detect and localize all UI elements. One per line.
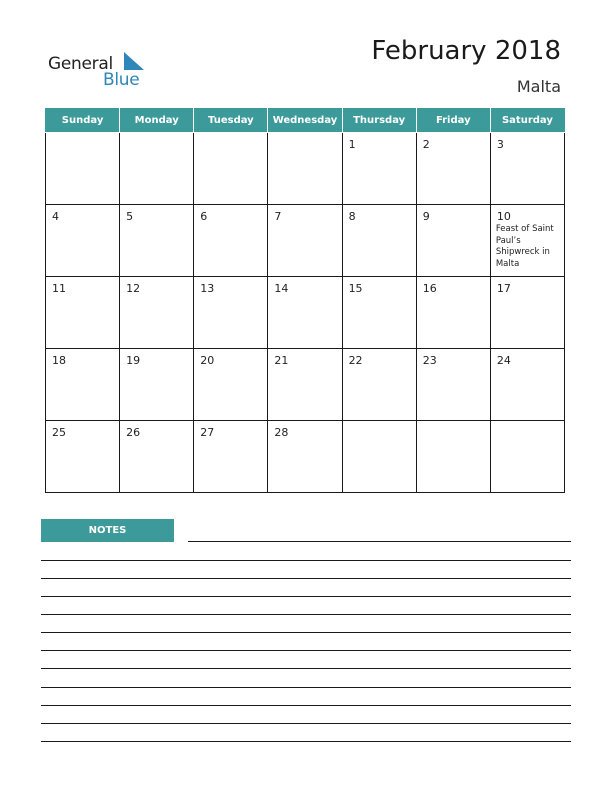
day-number: 18 bbox=[52, 354, 66, 367]
day-number: 22 bbox=[348, 354, 363, 367]
day-number: 3 bbox=[496, 138, 504, 151]
day-cell bbox=[194, 421, 268, 493]
notes-line bbox=[41, 723, 571, 724]
week-row bbox=[46, 421, 565, 493]
notes-line bbox=[41, 668, 571, 669]
day-cell bbox=[490, 277, 564, 349]
logo-general-text: General bbox=[48, 54, 113, 74]
day-number: 4 bbox=[52, 210, 59, 223]
day-cell bbox=[416, 349, 490, 421]
day-number: 20 bbox=[200, 354, 215, 367]
day-number: 12 bbox=[126, 282, 141, 295]
day-number: 11 bbox=[52, 282, 66, 295]
weekday-header: Wednesday bbox=[268, 109, 342, 133]
day-cell bbox=[46, 421, 120, 493]
day-cell bbox=[490, 205, 564, 277]
day-number: 5 bbox=[126, 210, 134, 223]
day-number: 25 bbox=[52, 426, 66, 439]
day-cell bbox=[268, 277, 342, 349]
notes-line bbox=[41, 596, 571, 597]
day-number: 23 bbox=[422, 354, 437, 367]
day-cell bbox=[416, 133, 490, 205]
day-cell bbox=[490, 421, 564, 493]
day-cell bbox=[120, 349, 194, 421]
week-row bbox=[46, 205, 565, 277]
notes-line bbox=[41, 741, 571, 742]
day-cell bbox=[268, 421, 342, 493]
day-cell bbox=[194, 205, 268, 277]
day-number: 26 bbox=[126, 426, 141, 439]
week-row bbox=[46, 133, 565, 205]
day-cell bbox=[490, 349, 564, 421]
notes-line bbox=[41, 705, 571, 706]
weekday-header: Thursday bbox=[342, 109, 416, 133]
country-subtitle: Malta bbox=[516, 77, 561, 96]
day-number: 19 bbox=[126, 354, 141, 367]
day-number: 14 bbox=[274, 282, 289, 295]
day-number: 15 bbox=[348, 282, 363, 295]
day-number: 24 bbox=[496, 354, 511, 367]
day-cell bbox=[342, 349, 416, 421]
day-cell bbox=[268, 349, 342, 421]
logo bbox=[48, 52, 158, 92]
day-cell bbox=[120, 277, 194, 349]
notes-line bbox=[41, 614, 571, 615]
day-cell bbox=[194, 133, 268, 205]
weekday-header: Sunday bbox=[46, 109, 120, 133]
calendar-grid bbox=[45, 108, 565, 493]
notes-line bbox=[41, 687, 571, 688]
notes-header: NOTES bbox=[41, 519, 174, 542]
holiday-event: Feast of Saint Paul’s Shipwreck in Malta bbox=[495, 224, 554, 269]
notes-line bbox=[41, 632, 571, 633]
day-cell bbox=[194, 277, 268, 349]
logo-blue-text: Blue bbox=[103, 70, 140, 90]
day-cell bbox=[46, 205, 120, 277]
day-number: 9 bbox=[422, 210, 430, 223]
day-cell bbox=[342, 205, 416, 277]
day-number: 10 bbox=[496, 210, 511, 223]
day-cell bbox=[46, 133, 120, 205]
day-cell bbox=[416, 421, 490, 493]
logo-triangle-icon bbox=[124, 52, 144, 70]
day-number: 28 bbox=[274, 426, 289, 439]
day-number: 1 bbox=[348, 138, 356, 151]
day-number: 21 bbox=[274, 354, 289, 367]
day-cell bbox=[416, 277, 490, 349]
day-number: 13 bbox=[200, 282, 215, 295]
day-cell bbox=[342, 277, 416, 349]
day-cell bbox=[120, 133, 194, 205]
day-cell bbox=[120, 205, 194, 277]
day-cell bbox=[46, 277, 120, 349]
day-cell bbox=[416, 205, 490, 277]
day-cell bbox=[342, 133, 416, 205]
page-title: February 2018 bbox=[371, 36, 561, 66]
day-number: 27 bbox=[200, 426, 215, 439]
day-number: 16 bbox=[422, 282, 437, 295]
day-cell bbox=[342, 421, 416, 493]
day-cell bbox=[46, 349, 120, 421]
weekday-header: Friday bbox=[416, 109, 490, 133]
day-cell bbox=[490, 133, 564, 205]
weekday-header: Saturday bbox=[490, 109, 564, 133]
notes-line bbox=[41, 578, 571, 579]
weekday-header-row bbox=[46, 109, 565, 133]
day-number: 7 bbox=[274, 210, 282, 223]
notes-line bbox=[41, 650, 571, 651]
notes-line bbox=[188, 541, 571, 542]
day-number: 17 bbox=[496, 282, 511, 295]
weekday-header: Tuesday bbox=[194, 109, 268, 133]
day-cell bbox=[194, 349, 268, 421]
notes-line bbox=[41, 560, 571, 561]
week-row bbox=[46, 349, 565, 421]
week-row bbox=[46, 277, 565, 349]
day-cell bbox=[268, 133, 342, 205]
day-number: 8 bbox=[348, 210, 356, 223]
weekday-header: Monday bbox=[120, 109, 194, 133]
day-number: 6 bbox=[200, 210, 208, 223]
day-cell bbox=[268, 205, 342, 277]
day-cell bbox=[120, 421, 194, 493]
day-number: 2 bbox=[422, 138, 430, 151]
